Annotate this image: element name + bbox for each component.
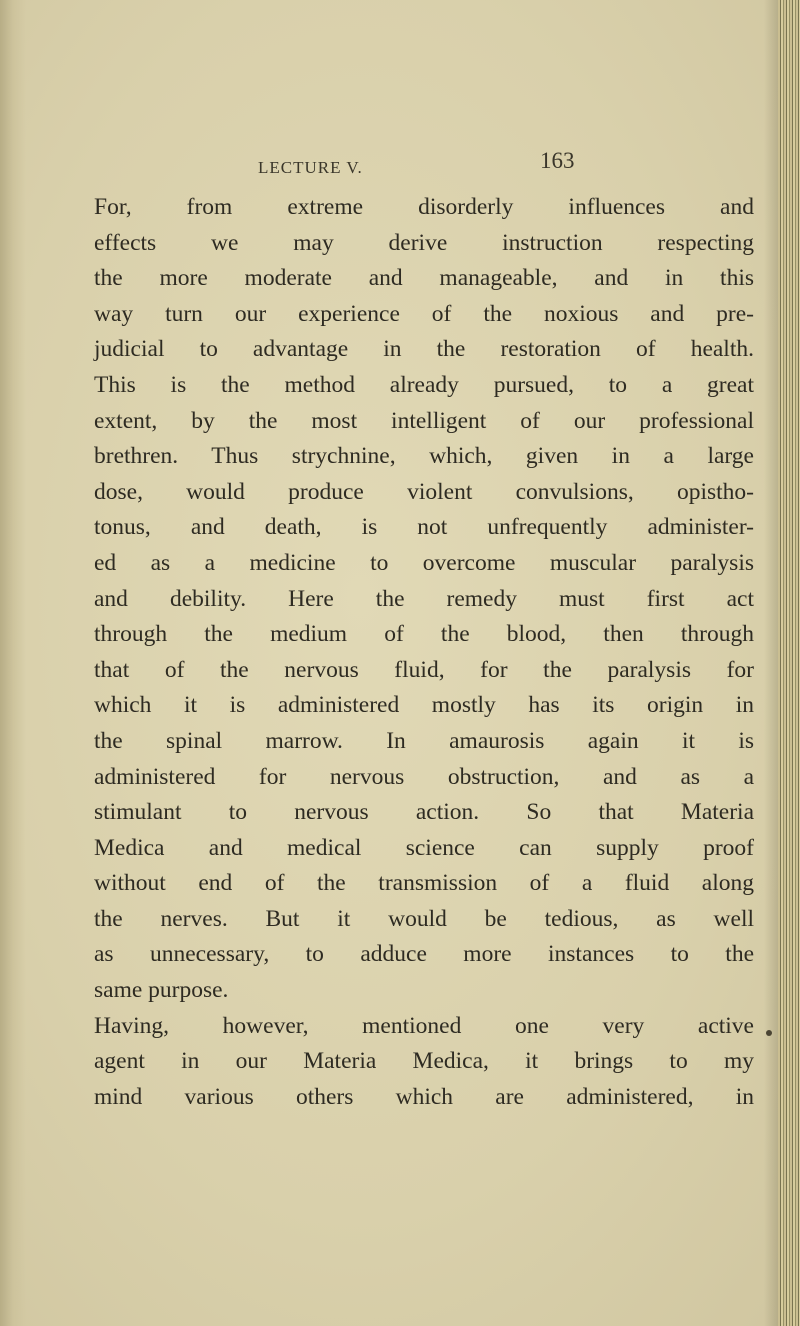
text-line: Medica and medical science can supply proof (94, 834, 754, 861)
text-line: administered for nervous obstruction, and as a (94, 763, 754, 790)
text-line: tonus, and death, is not unfrequently administer- (94, 514, 754, 541)
text-line: effects we may derive instruction respecting (94, 229, 754, 256)
page-edges (778, 0, 800, 1326)
text-line: and debility. Here the remedy must first act (94, 585, 754, 612)
text-line: agent in our Materia Medica, it brings to my (94, 1048, 754, 1075)
text-line: judicial to advantage in the restoration of health. (94, 336, 754, 363)
text-line: without end of the transmission of a fluid along (94, 870, 754, 897)
ink-speck (766, 1030, 772, 1036)
body-text (94, 190, 754, 1115)
text-line: mind various others which are administered, in (94, 1083, 754, 1110)
text-line: extent, by the most intelligent of our professional (94, 407, 754, 434)
running-head: LECTURE V. (258, 158, 363, 177)
text-line: the more moderate and manageable, and in this (94, 265, 754, 292)
text-line: brethren. Thus strychnine, which, given in a large (94, 443, 754, 470)
text-line: the nerves. But it would be tedious, as well (94, 905, 754, 932)
text-line: stimulant to nervous action. So that Materia (94, 799, 754, 826)
text-line: Having, however, mentioned one very active (94, 1012, 754, 1039)
text-line: For, from extreme disorderly influences and (94, 194, 754, 220)
page-edge-shadow (764, 0, 778, 1326)
text-line: way turn our experience of the noxious and pre- (94, 300, 754, 327)
text-line: that of the nervous fluid, for the paralysis for (94, 656, 754, 683)
text-line: This is the method already pursued, to a great (94, 371, 754, 398)
text-line: dose, would produce violent convulsions, opistho- (94, 478, 754, 505)
text-line: as unnecessary, to adduce more instances to the (94, 941, 754, 968)
text-line: the spinal marrow. In amaurosis again it is (94, 727, 754, 754)
text-line: through the medium of the blood, then through (94, 621, 754, 648)
text-line: which it is administered mostly has its origin in (94, 692, 754, 719)
text-line: same purpose. (94, 977, 229, 1004)
binding-shadow (0, 0, 26, 1326)
text-line: ed as a medicine to overcome muscular paralysis (94, 549, 754, 576)
page-number: 163 (540, 148, 575, 173)
